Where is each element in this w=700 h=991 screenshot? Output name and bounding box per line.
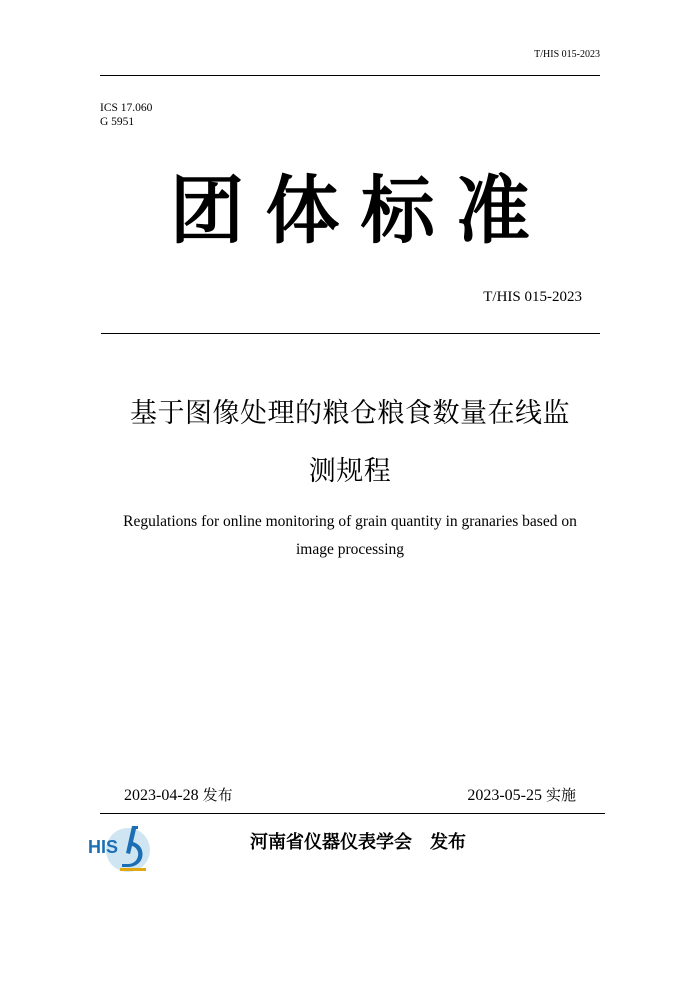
publisher-action: 发布 [430,832,466,853]
logo-text: HIS [88,837,119,857]
standard-type-char: 标 [360,168,435,254]
implementation-date [467,785,576,806]
implementation-date-value: 2023-05-25 [467,787,542,804]
title-divider [101,333,600,334]
footer-divider [100,813,605,814]
standard-type-char: 体 [265,168,340,254]
publisher-line [250,832,466,854]
publisher-name: 河南省仪器仪表学会 [250,832,412,853]
chinese-title-line-1: 基于图像处理的粮仓粮食数量在线监 [130,398,570,429]
standard-type-title [170,166,530,256]
ics-code: ICS 17.060 [100,102,153,114]
ccs-code: G 5951 [100,116,135,128]
standard-type-char: 团 [170,168,244,254]
english-title-line-1: Regulations for online monitoring of grain quantity in granaries based on [123,513,577,530]
issue-date-value: 2023-04-28 [124,787,199,804]
standard-type-char: 准 [455,168,530,254]
implementation-date-label: 实施 [545,786,576,804]
english-title-line-2: image processing [295,541,405,558]
publisher-logo [86,820,156,876]
chinese-title-line-2: 测规程 [308,456,392,487]
header-divider [100,75,600,76]
standard-number: T/HIS 015-2023 [483,289,582,305]
issue-date [124,785,233,806]
header-standard-code: T/HIS 015-2023 [534,49,600,60]
his-microscope-logo-icon [86,820,156,876]
issue-date-label: 发布 [202,786,233,804]
